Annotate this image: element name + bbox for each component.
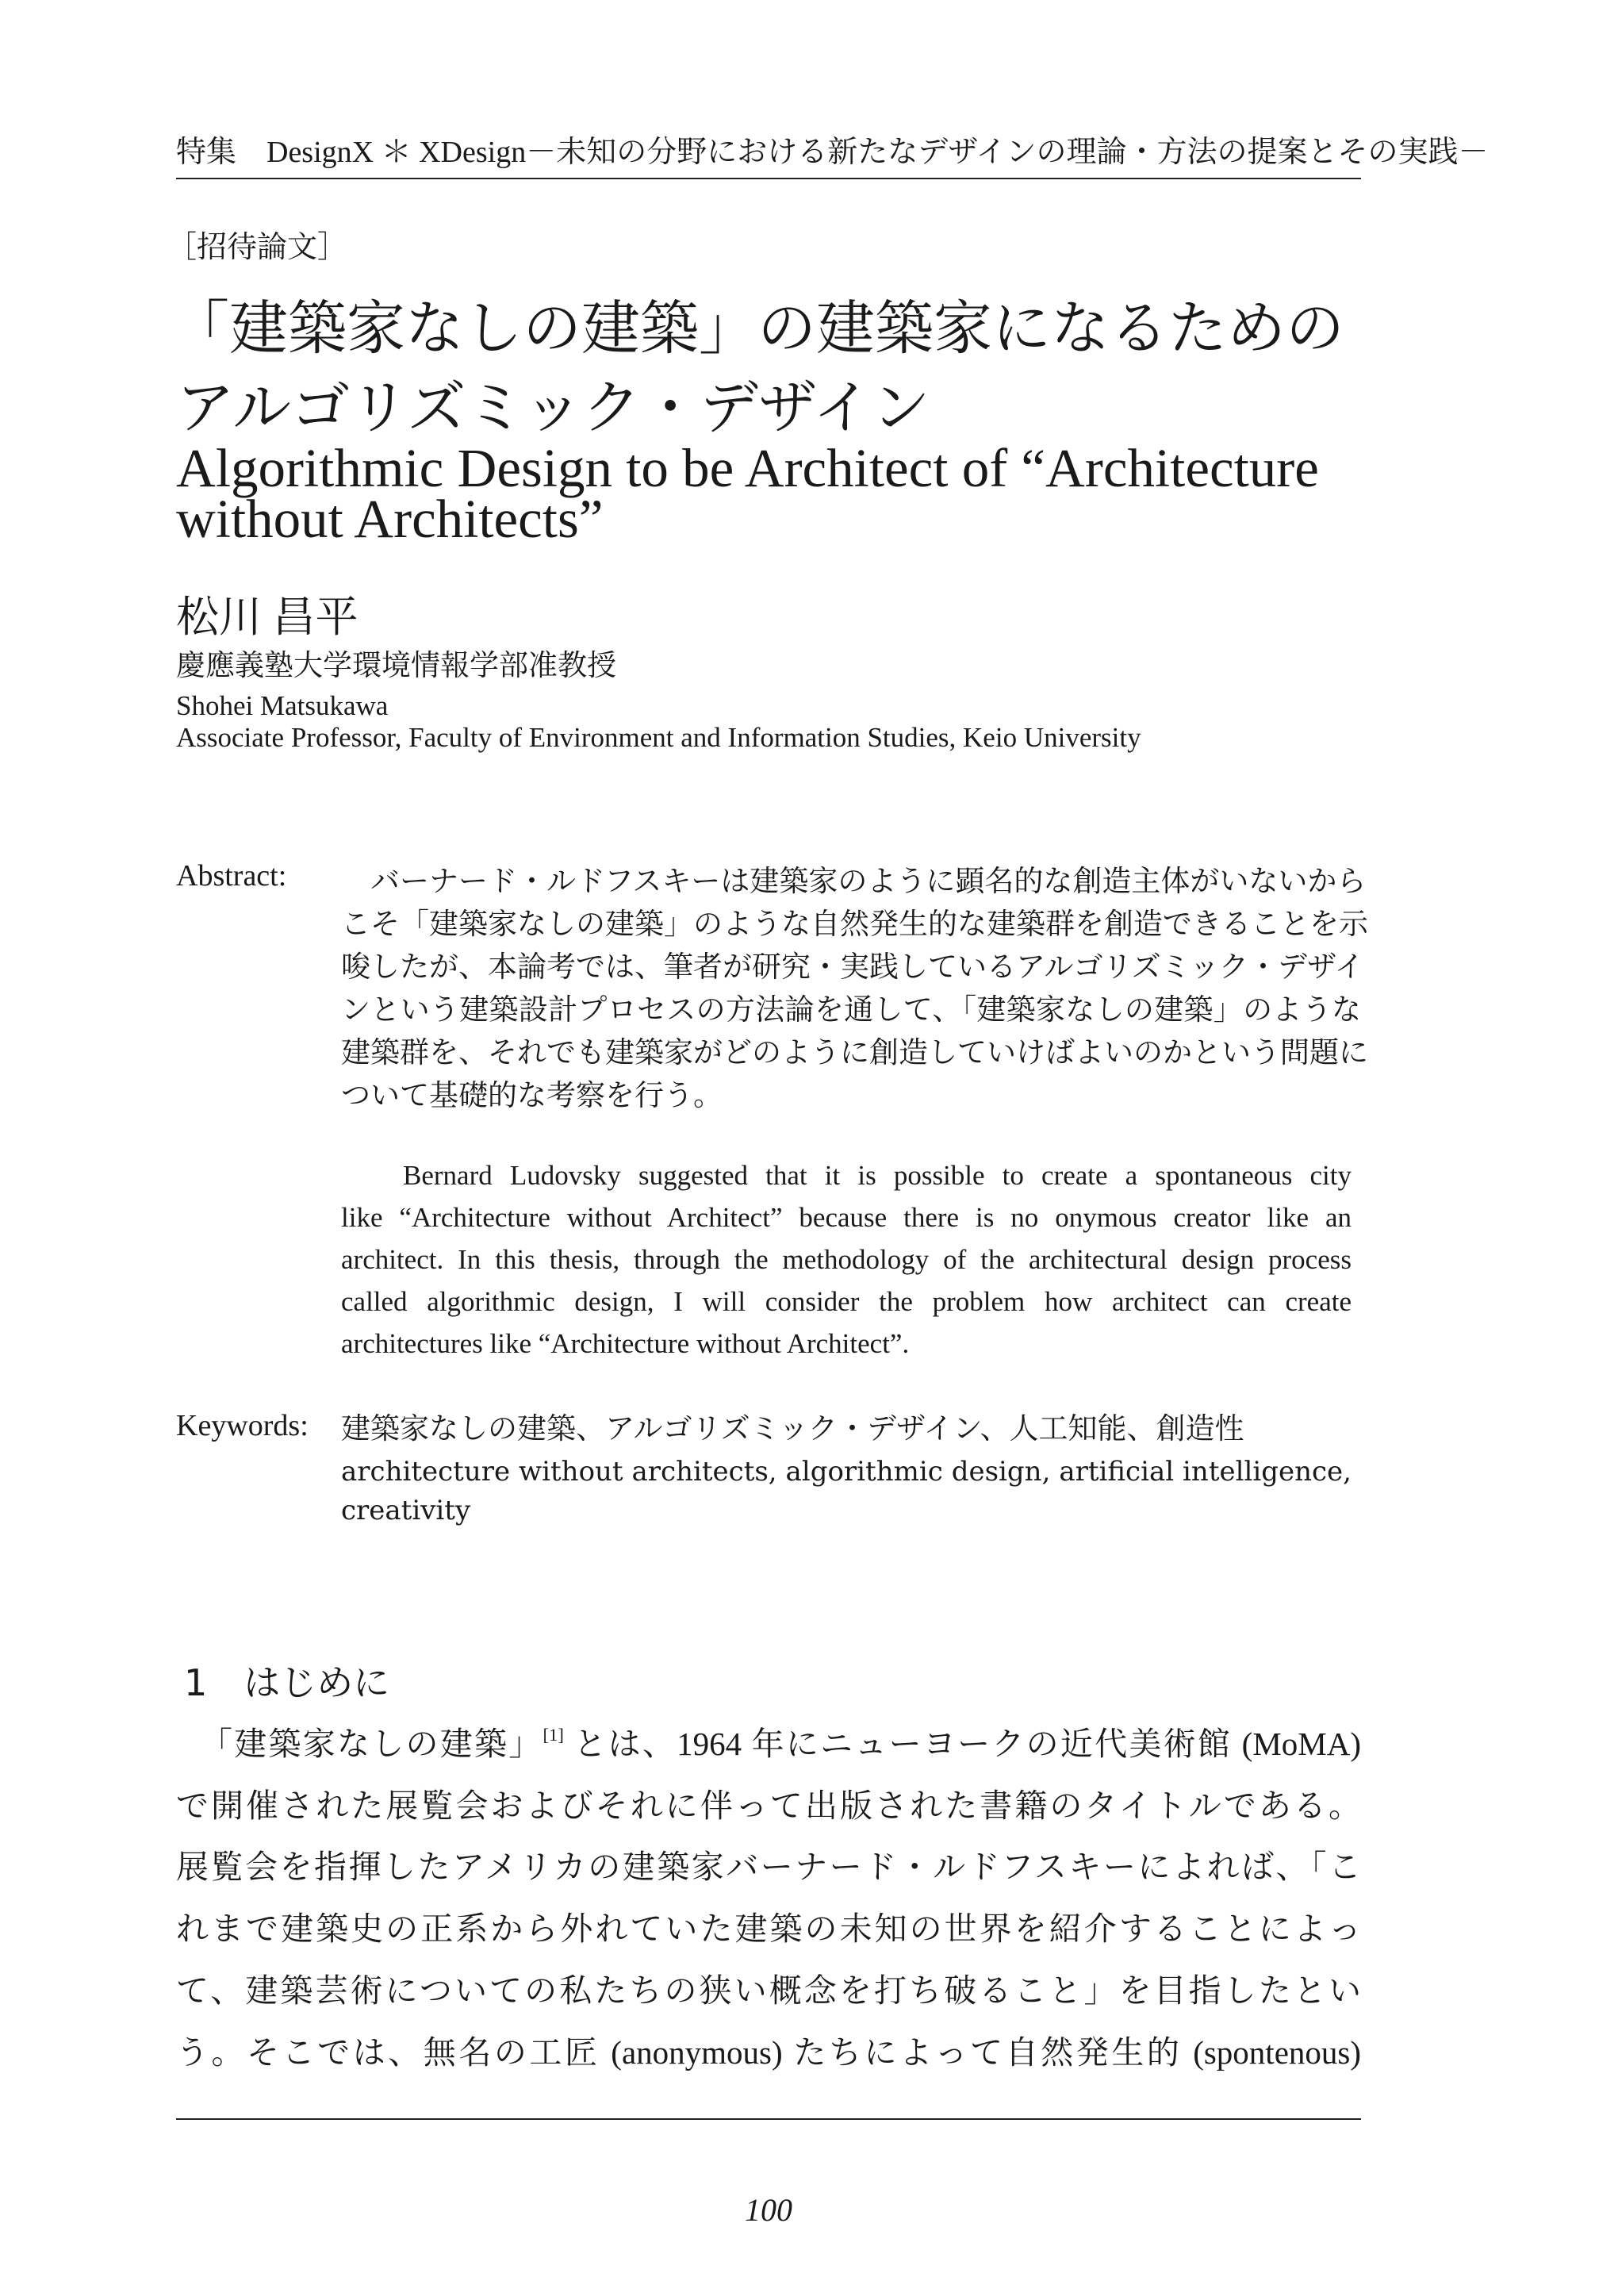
abstract-ja-line: 建築群を、それでも建築家がどのように創造していけばよいのかという問題に <box>341 1037 1368 1069</box>
abstract-en-line: architect. In this thesis, through the methodology of the architectural design process <box>341 1244 1352 1275</box>
header-rule <box>176 178 1361 179</box>
author-ja: 松川 昌平 <box>176 593 358 641</box>
abstract-ja-line: 唆したが、本論考では、筆者が研究・実践しているアルゴリズミック・デザイ <box>341 951 1364 984</box>
abstract-ja-line: ンという建築設計プロセスの方法論を通して、「建築家なしの建築」のような <box>341 994 1361 1027</box>
article-type: ［招待論文］ <box>167 231 348 264</box>
abstract-en-line: like “Architecture without Architect” because there is no onymous creator like an <box>341 1202 1352 1233</box>
body-line: れまで建築史の正系から外れていた建築の未知の世界を紹介することによっ <box>176 1910 1361 1947</box>
running-header: 特集 DesignX ＊ XDesign－未知の分野における新たなデザインの理論・方法の提案とその実践－ <box>176 136 1489 169</box>
title-en-line-2: without Architects” <box>176 489 604 549</box>
abstract-en-line: architectures like “Architecture without Architect”. <box>341 1328 910 1359</box>
affiliation-en: Associate Professor, Faculty of Environment and Information Studies, Keio University <box>176 722 1141 753</box>
keywords-en-line: creativity <box>341 1495 471 1526</box>
body-line: う。そこでは、無名の工匠 (anonymous) たちによって自然発生的 (spontenous) <box>176 2034 1361 2071</box>
abstract-label: Abstract: <box>176 859 287 893</box>
section-heading: 1 はじめに <box>184 1661 390 1704</box>
abstract-en-line: called algorithmic design, I will consider the problem how architect can create <box>341 1286 1352 1317</box>
body-line: て、建築芸術についての私たちの狭い概念を打ち破ること」を目指したとい <box>176 1972 1361 2009</box>
title-ja-line-2: アルゴリズミック・デザイン <box>176 376 930 441</box>
abstract-ja-line: ついて基礎的な考察を行う。 <box>341 1080 723 1112</box>
abstract-ja-line: こそ「建築家なしの建築」のような自然発生的な建築群を創造できることを示 <box>341 908 1368 941</box>
keywords-ja: 建築家なしの建築、アルゴリズミック・デザイン、人工知能、創造性 <box>341 1413 1244 1446</box>
author-en: Shohei Matsukawa <box>176 690 389 721</box>
keywords-en-line: architecture without architects, algorithmic design, artificial intelligence, <box>341 1456 1352 1488</box>
citation-ref[interactable]: [1] <box>543 1724 564 1745</box>
keywords-label: Keywords: <box>176 1409 309 1442</box>
body-line: 展覧会を指揮したアメリカの建築家バーナード・ルドフスキーによれば、「こ <box>176 1849 1361 1885</box>
title-en-line-1: Algorithmic Design to be Architect of “Architecture <box>176 438 1319 498</box>
footer-rule <box>176 2118 1361 2120</box>
body-line-text: 「建築家なしの建築」 <box>200 1726 543 1762</box>
body-line <box>176 1718 1361 1764</box>
body-line-text: とは、1964 年にニューヨークの近代美術館 (MoMA) <box>573 1726 1362 1762</box>
title-ja-line-1: 「建築家なしの建築」の建築家になるための <box>171 297 1344 362</box>
abstract-en-line: Bernard Ludovsky suggested that it is possible to create a spontaneous city <box>403 1160 1352 1191</box>
body-line: で開催された展覧会およびそれに伴って出版された書籍のタイトルである。 <box>176 1787 1361 1824</box>
abstract-ja-line: バーナード・ルドフスキーは建築家のように顕名的な創造主体がいないから <box>341 866 1367 898</box>
page-number: 100 <box>745 2192 792 2228</box>
affiliation-ja: 慶應義塾大学環境情報学部准教授 <box>176 650 616 682</box>
